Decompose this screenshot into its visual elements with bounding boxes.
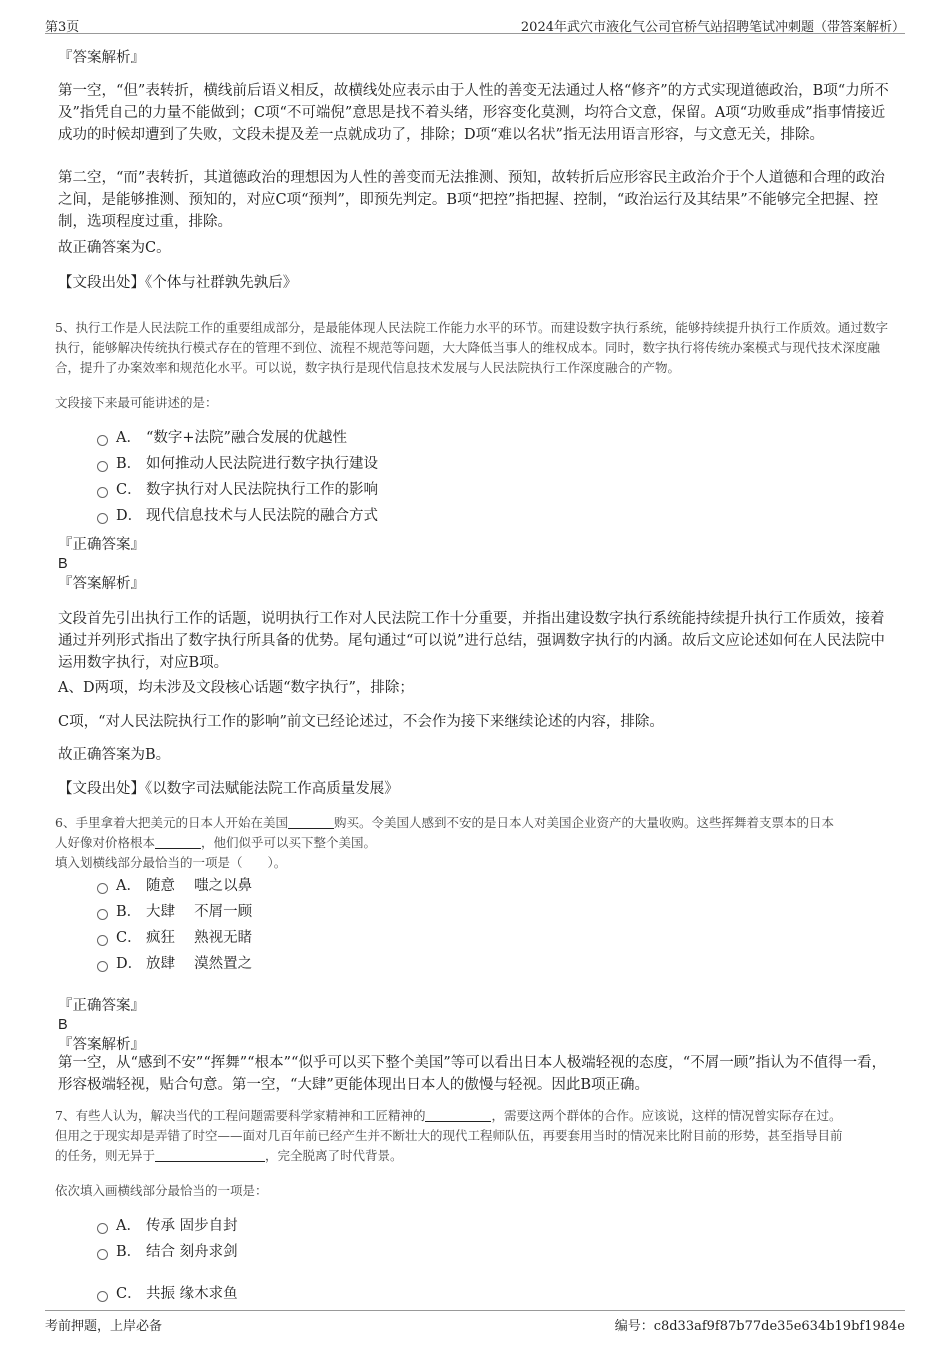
q7-stem-part4: 的任务，则无异于 (55, 1148, 156, 1163)
radio-icon[interactable] (97, 1249, 108, 1260)
q7-stem-part1: 7、有些人认为，解决当代的工程问题需要科学家精神和工匠精神的 (55, 1108, 426, 1123)
radio-icon[interactable] (97, 935, 108, 946)
q7-stem-part5: ，完全脱离了时代背景。 (265, 1148, 403, 1163)
option-letter: C． (116, 930, 142, 946)
q6-stem-part2: 购买。令美国人感到不安的是日本人对美国企业资产的大量收购。这些挥舞着支票本的日本 (333, 815, 834, 830)
radio-icon[interactable] (97, 461, 108, 472)
q7-stem-part2: ，需要这两个群体的合作。应该说，这样的情况曾实际存在过。 (491, 1108, 842, 1123)
radio-icon[interactable] (97, 1223, 108, 1234)
q5-option-b[interactable] (97, 454, 378, 474)
option-text: 放肆 漠然置之 (146, 956, 253, 972)
q7-stem-part3: 但用之于现实却是弄错了时空——面对几百年前已经产生并不断壮大的现代工程师队伍，再要套用当时的情况来比附目前的形势，甚至指导目前 (55, 1128, 843, 1143)
q6-option-b[interactable] (97, 902, 252, 922)
radio-icon[interactable] (97, 435, 108, 446)
option-letter: C． (116, 482, 142, 498)
page-footer (45, 1310, 905, 1334)
option-text: 疯狂 熟视无睹 (146, 930, 253, 946)
q4-conclusion: 故正确答案为C。 (58, 240, 171, 256)
q4-analysis-label: 『答案解析』 (58, 50, 145, 66)
radio-icon[interactable] (97, 1291, 108, 1302)
q5-conclusion: 故正确答案为B。 (58, 747, 171, 763)
q6-analysis-para1: 第一空，从“感到不安”“挥舞”“根本”“似乎可以买下整个美国”等可以看出日本人极端轻视的态度，“不屑一顾”指认为不值得一看，形容极端轻视，贴合句意。第一空，“大肆”更能体现出日本人的傲慢与轻视。因此B项正确。 (58, 1055, 887, 1093)
document-title: 2024年武穴市液化气公司官桥气站招聘笔试冲刺题（带答案解析） (520, 20, 905, 35)
option-text: 结合 刻舟求剑 (146, 1244, 238, 1260)
q7-option-a[interactable] (97, 1216, 238, 1236)
document-id: 编号：c8d33af9f87b77de35e634b19bf1984e (614, 1319, 905, 1334)
option-letter: B． (116, 904, 142, 920)
option-text: “数字+法院”融合发展的优越性 (146, 430, 347, 446)
q7-blank-1 (425, 1108, 491, 1122)
option-letter: D． (116, 956, 143, 972)
option-text: 如何推动人民法院进行数字执行建设 (146, 456, 378, 472)
q5-analysis-para1: 文段首先引出执行工作的话题，说明执行工作对人民法院工作十分重要，并指出建设数字执行系统能持续提升执行工作质效，接着通过并列形式指出了数字执行所具备的优势。尾句通过“可以说”进行总结，强调数字执行的内涵。故后文应论述如何在人民法院中运用数字执行，对应B项。 (58, 611, 885, 671)
q6-option-c[interactable] (97, 928, 252, 948)
q7-option-c[interactable] (97, 1284, 238, 1304)
option-text: 数字执行对人民法院执行工作的影响 (146, 482, 378, 498)
q4-analysis-para1: 第一空，“但”表转折，横线前后语义相反，故横线处应表示由于人性的善变无法通过人格“修齐”的方式实现道德政治，B项“力所不及”指凭自己的力量不能做到；C项“不可端倪”意思是找不着头绪，形容变化莫测，均符合文意，保留。A项“功败垂成”指事情接近成功的时候却遭到了失败，文段未提及差一点就成功了，排除；D项“难以名状”指无法用语言形容，与文意无关，排除。 (58, 83, 889, 143)
radio-icon[interactable] (97, 883, 108, 894)
page-number: 第3页 (45, 20, 80, 35)
q4-analysis-para2: 第二空，“而”表转折，其道德政治的理想因为人性的善变而无法推测、预知，故转折后应形容民主政治介于个人道德和合理的政治之间，是能够推测、预知的，对应C项“预判”，即预先判定。B项“把控”指把握、控制，“政治运行及其结果”不能够完全把握、控制，选项程度过重，排除。 (58, 170, 885, 230)
option-text: 传承 固步自封 (146, 1218, 238, 1234)
q7-stem (55, 1106, 905, 1166)
q7-option-b[interactable] (97, 1242, 238, 1262)
q6-correct-label: 『正确答案』 (58, 998, 145, 1014)
option-letter: B． (116, 456, 142, 472)
q5-source: 【文段出处】《以数字司法赋能法院工作高质量发展》 (58, 781, 399, 797)
q6-stem-part3: 人好像对价格根本 (55, 835, 156, 850)
q5-question: 文段接下来最可能讲述的是： (55, 395, 218, 410)
q6-stem-part1: 6、手里拿着大把美元的日本人开始在美国 (55, 815, 288, 830)
q5-analysis-para2: A、D两项，均未涉及文段核心话题“数字执行”，排除； (58, 680, 414, 696)
q5-option-c[interactable] (97, 480, 378, 500)
q6-stem-part4: ，他们似乎可以买下整个美国。 (201, 835, 377, 850)
option-text: 大肆 不屑一顾 (146, 904, 253, 920)
footer-slogan: 考前押题，上岸必备 (45, 1319, 163, 1334)
q5-correct-answer: B (58, 556, 68, 572)
q5-option-d[interactable] (97, 506, 378, 526)
page-header (45, 12, 905, 34)
radio-icon[interactable] (97, 487, 108, 498)
q7-question: 依次填入画横线部分最恰当的一项是： (55, 1183, 268, 1198)
q6-blank-1 (288, 815, 334, 829)
radio-icon[interactable] (97, 909, 108, 920)
q6-question: 填入划横线部分最恰当的一项是（ ）。 (55, 855, 287, 870)
q5-correct-label: 『正确答案』 (58, 537, 145, 553)
option-letter: A． (116, 878, 141, 894)
q5-analysis-label: 『答案解析』 (58, 576, 145, 592)
radio-icon[interactable] (97, 513, 108, 524)
q5-option-a[interactable] (97, 428, 347, 448)
q4-source: 【文段出处】《个体与社群孰先孰后》 (58, 275, 298, 291)
option-letter: D． (116, 508, 143, 524)
q6-option-a[interactable] (97, 876, 252, 896)
q6-analysis-label: 『答案解析』 (58, 1037, 145, 1053)
radio-icon[interactable] (97, 961, 108, 972)
q5-analysis-para3: C项，“对人民法院执行工作的影响”前文已经论述过，不会作为接下来继续论述的内容，排除。 (58, 714, 664, 730)
q6-stem (55, 813, 895, 853)
option-text: 现代信息技术与人民法院的融合方式 (146, 508, 378, 524)
option-text: 共振 缘木求鱼 (146, 1286, 238, 1302)
q7-blank-2 (155, 1148, 265, 1162)
option-letter: A． (116, 1218, 141, 1234)
option-text: 随意 嗤之以鼻 (146, 878, 253, 894)
q6-correct-answer: B (58, 1017, 68, 1033)
option-letter: C． (116, 1286, 142, 1302)
q6-blank-2 (155, 835, 201, 849)
q6-option-d[interactable] (97, 954, 252, 974)
option-letter: B． (116, 1244, 142, 1260)
q5-stem: 5、执行工作是人民法院工作的重要组成部分，是最能体现人民法院工作能力水平的环节。而建设数字执行系统，能够持续提升执行工作质效。通过数字执行，能够解决传统执行模式存在的管理不到位、流程不规范等问题，大大降低当事人的维权成本。同时，数字执行将传统办案模式与现代技术深度融合，提升了办案效率和规范化水平。可以说，数字执行是现代信息技术发展与人民法院执行工作深度融合的产物。 (55, 320, 888, 375)
option-letter: A． (116, 430, 141, 446)
